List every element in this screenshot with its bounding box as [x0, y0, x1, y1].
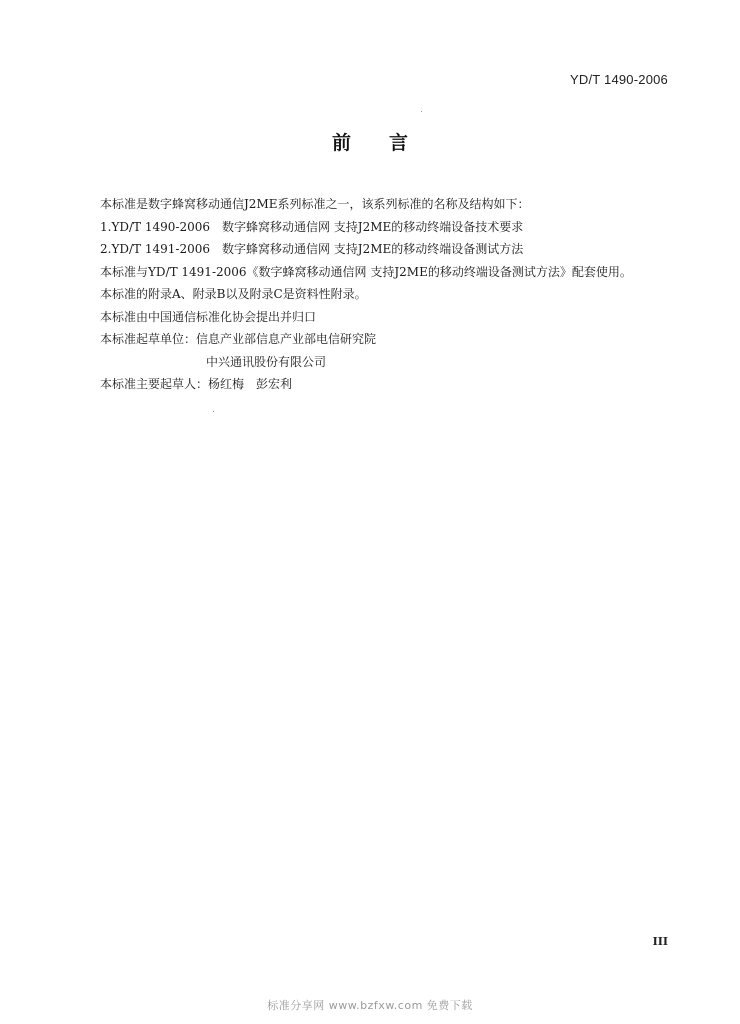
scan-speck: [213, 411, 214, 412]
body-line-part-1: 1.YD/T 1490-2006 数字蜂窝移动通信网 支持J2ME的移动终端设备技术要求: [100, 219, 524, 234]
body-line-drafting-unit-2: 中兴通讯股份有限公司: [206, 354, 327, 369]
scan-speck: [421, 111, 422, 112]
page-title: 前言: [331, 132, 446, 154]
body-line-drafters: 本标准主要起草人：杨红梅 彭宏利: [100, 377, 293, 391]
watermark: 标准分享网 www.bzfxw.com 免费下载: [267, 999, 473, 1012]
body-line-companion: 本标准与YD/T 1491-2006《数字蜂窝移动通信网 支持J2ME的移动终端设备测试方法》配套使用。: [100, 264, 632, 279]
document-number: YD/T 1490-2006: [570, 72, 668, 87]
body-line-part-2: 2.YD/T 1491-2006 数字蜂窝移动通信网 支持J2ME的移动终端设备测试方法: [100, 242, 524, 256]
foreword-body: [100, 193, 680, 396]
page-number: III: [652, 935, 668, 948]
body-line-intro: 本标准是数字蜂窝移动通信J2ME系列标准之一，该系列标准的名称及结构如下：: [100, 197, 530, 211]
body-line-appendix: 本标准的附录A、附录B以及附录C是资料性附录。: [100, 287, 367, 301]
body-line-drafting-unit: 本标准起草单位：信息产业部信息产业部电信研究院: [100, 332, 377, 346]
body-line-proposer: 本标准由中国通信标准化协会提出并归口: [100, 309, 317, 324]
